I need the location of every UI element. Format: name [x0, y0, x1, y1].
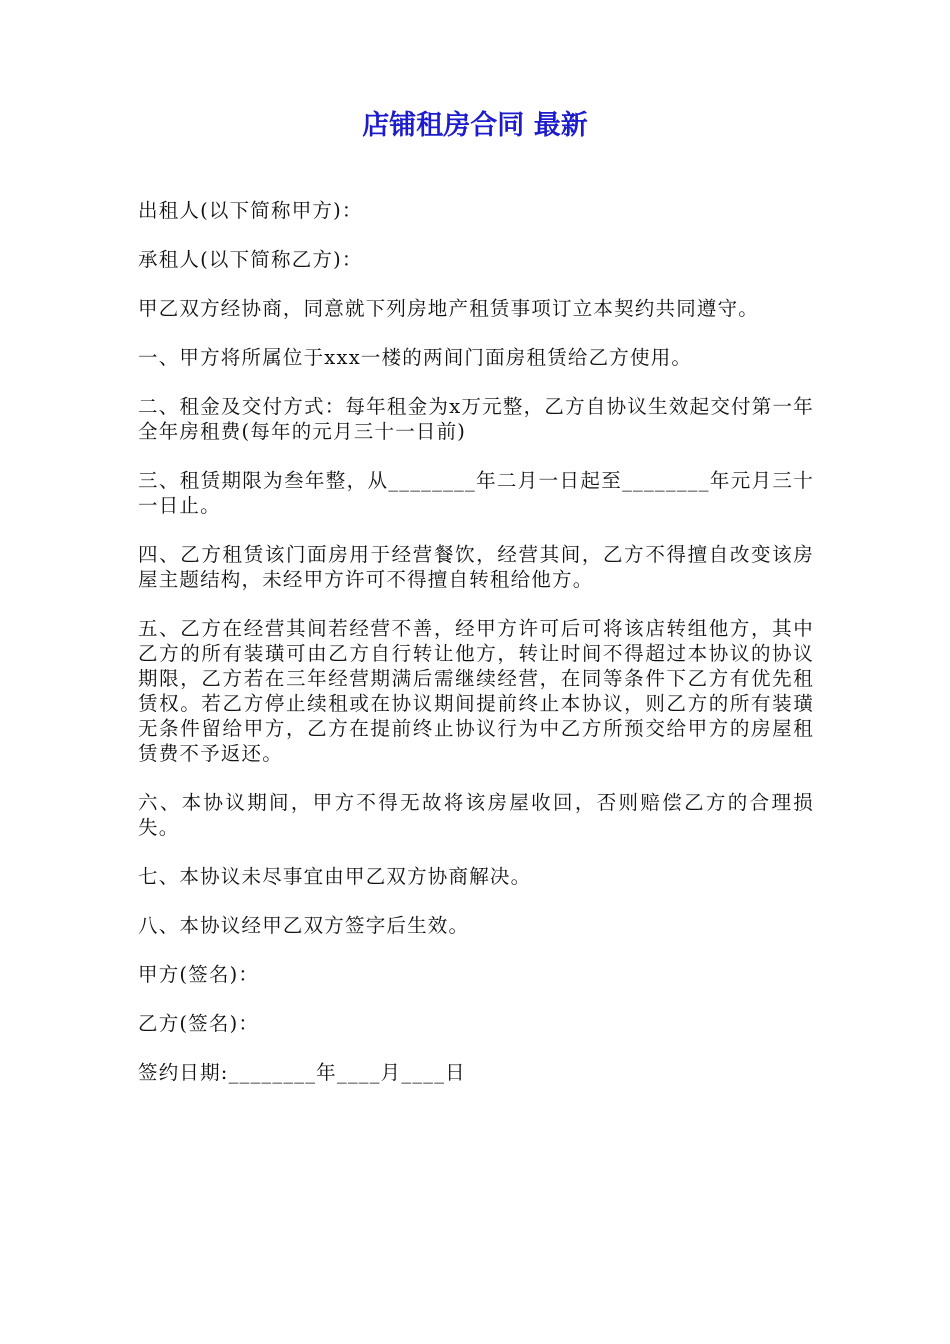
clause-2: 二、租金及交付方式：每年租金为x万元整，乙方自协议生效起交付第一年全年房租费(每年的元月三十一日前) [138, 395, 814, 443]
lessor-line: 出租人(以下简称甲方)： [138, 199, 363, 222]
clause-6: 六、本协议期间，甲方不得无故将该房屋收回，否则赔偿乙方的合理损失。 [138, 791, 814, 839]
clause-4: 四、乙方租赁该门面房用于经营餐饮，经营其间，乙方不得擅自改变该房屋主题结构，未经甲方许可不得擅自转租给他方。 [138, 543, 814, 591]
document-body [138, 198, 814, 1109]
clause-8: 八、本协议经甲乙双方签字后生效。 [138, 914, 470, 937]
document-title: 店铺租房合同 最新 [362, 110, 588, 141]
party-a-signature: 甲方(签名)： [138, 963, 260, 986]
clause-7: 七、本协议未尽事宜由甲乙双方协商解决。 [138, 865, 532, 888]
party-b-signature: 乙方(签名)： [138, 1012, 260, 1035]
clause-5: 五、乙方在经营其间若经营不善，经甲方许可后可将该店转组他方，其中乙方的所有装璜可由乙方自行转让他方，转让时间不得超过本协议的协议期限，乙方若在三年经营期满后需继续经营，在同等条件下乙方有优先租赁权。若乙方停止续租或在协议期间提前终止本协议，则乙方的所有装璜无条件留给甲方，乙方在提前终止协议行为中乙方所预交给甲方的房屋租赁费不予返还。 [138, 617, 814, 765]
clause-3: 三、租赁期限为叁年整，从________年二月一日起至________年元月三十一日止。 [138, 469, 814, 517]
agreement-intro: 甲乙双方经协商，同意就下列房地产租赁事项订立本契约共同遵守。 [138, 297, 760, 320]
signing-date: 签约日期:________年____月____日 [138, 1061, 466, 1084]
clause-1: 一、甲方将所属位于xxx一楼的两间门面房租赁给乙方使用。 [138, 346, 693, 369]
lessee-line: 承租人(以下简称乙方)： [138, 248, 363, 271]
